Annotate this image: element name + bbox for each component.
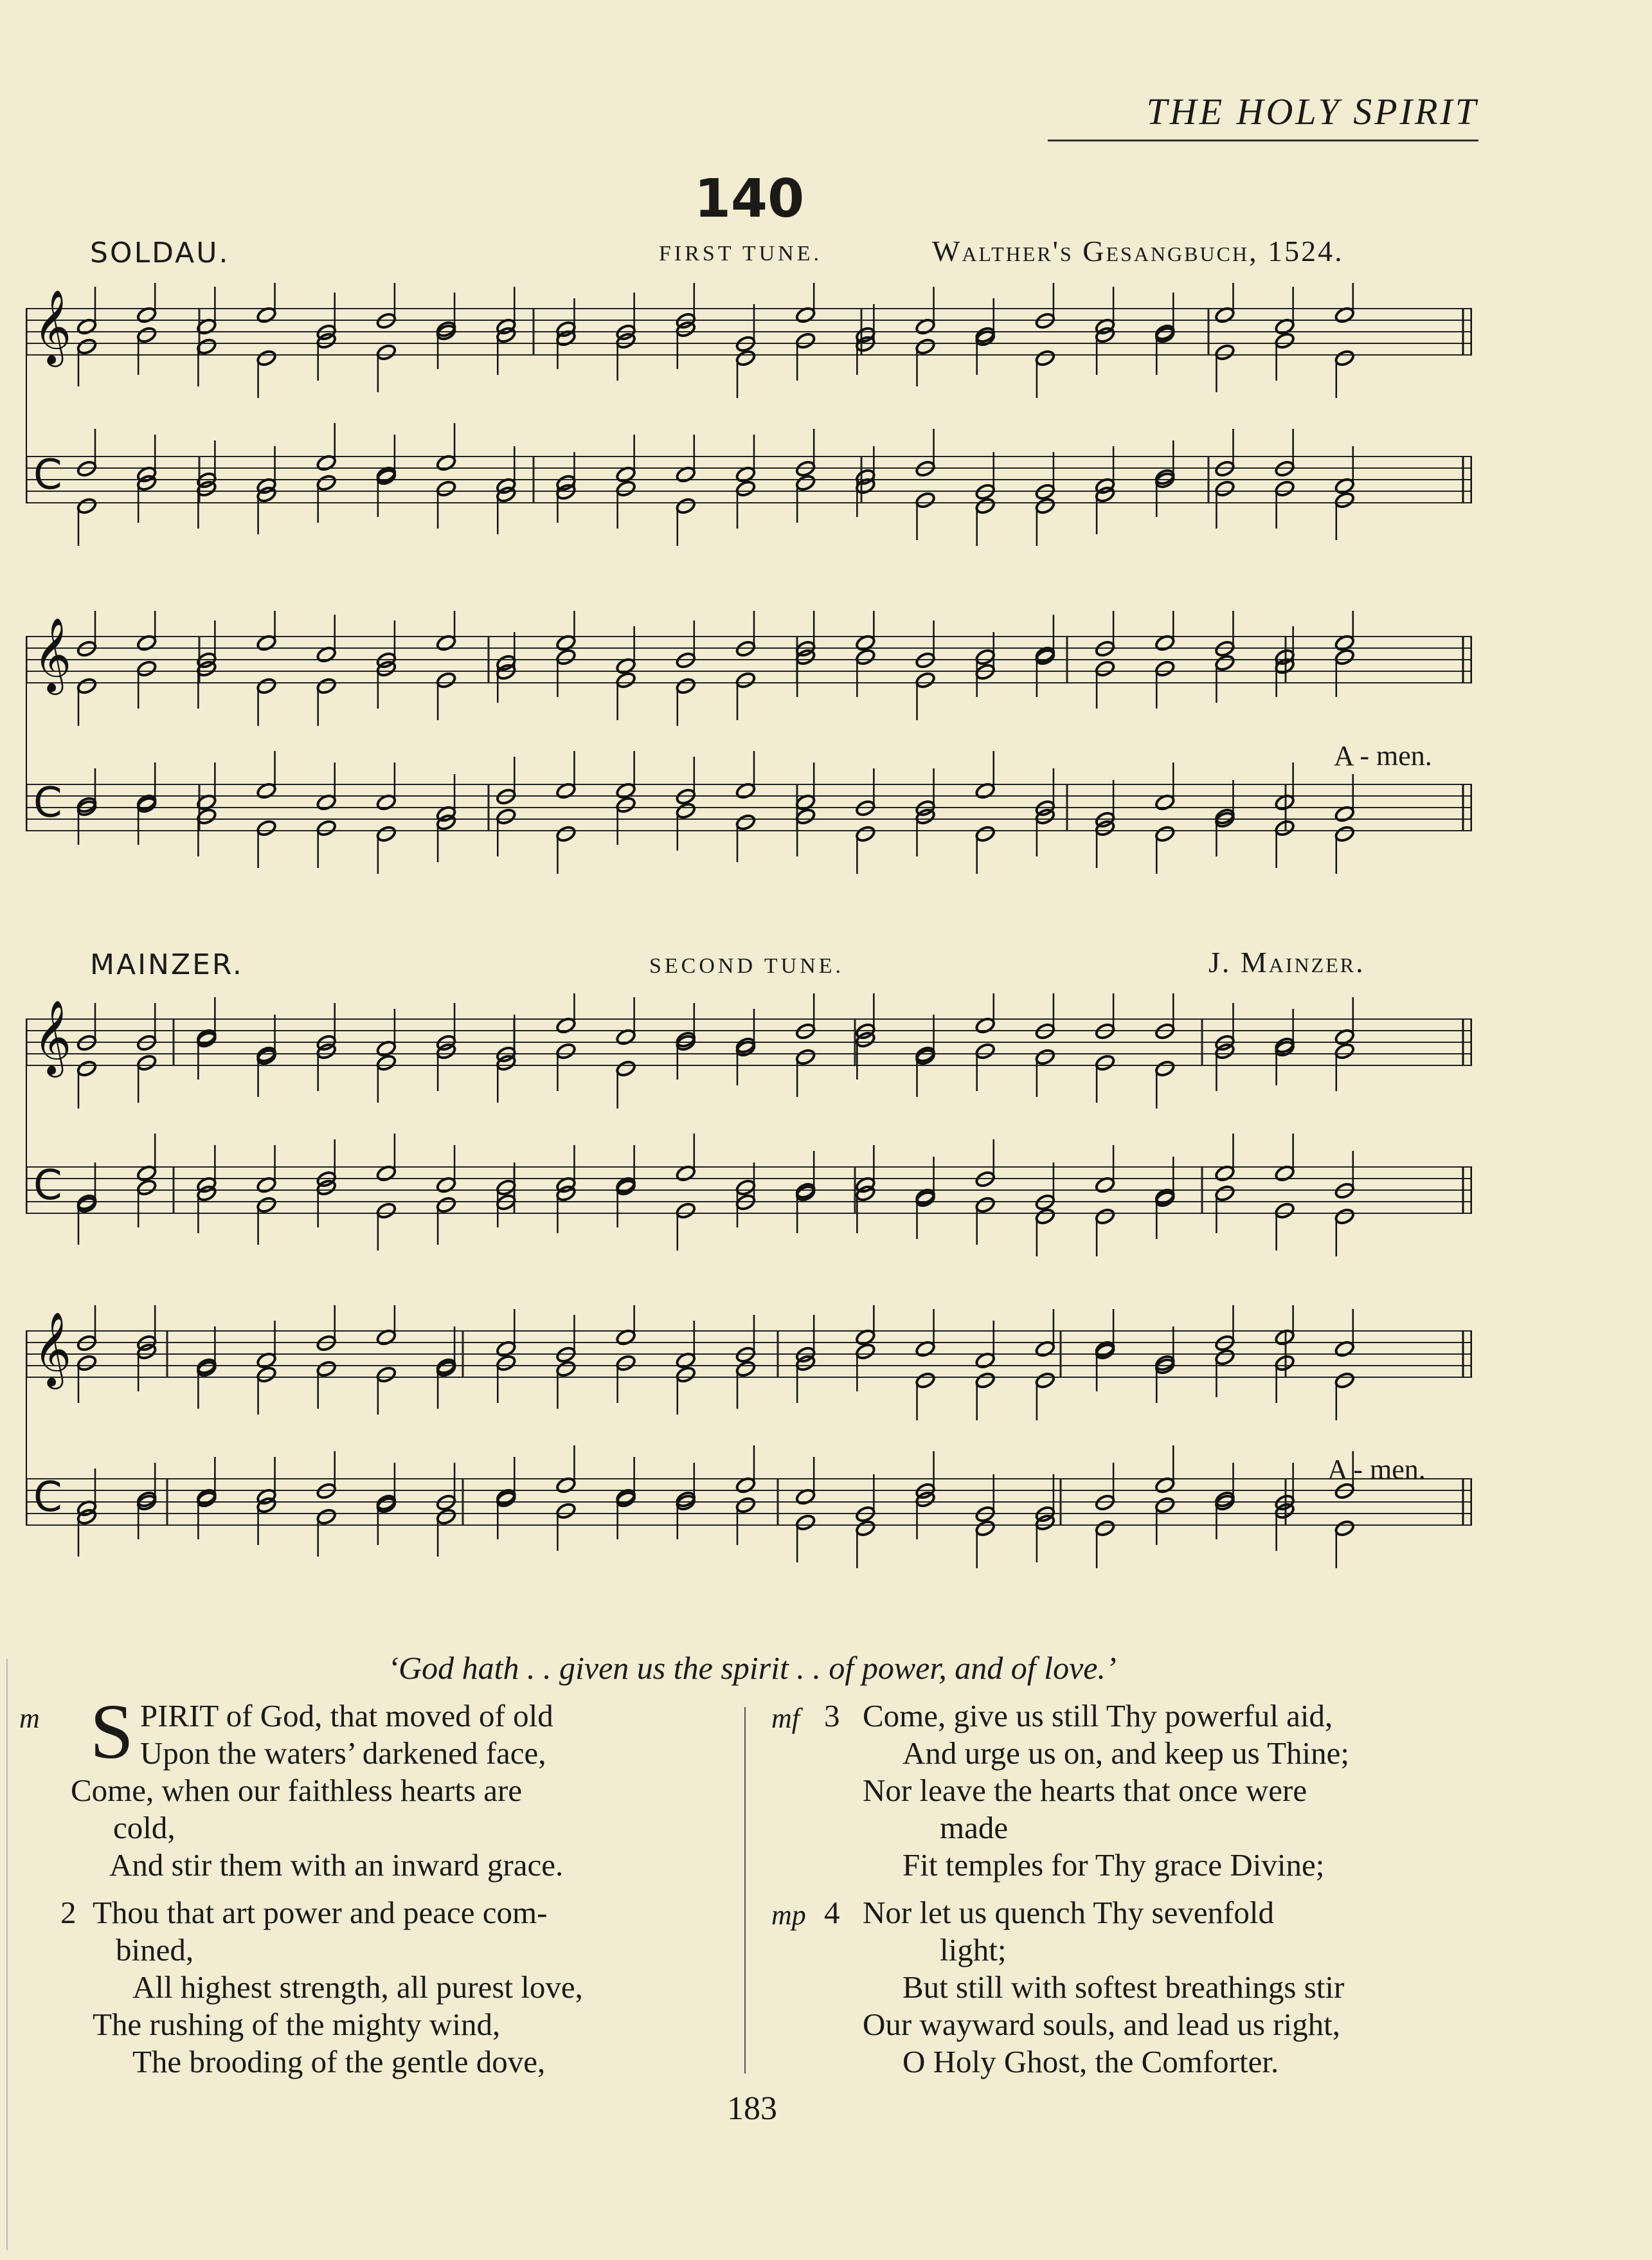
- verse-line: Thou that art power and peace com-: [93, 1895, 548, 1930]
- verse-1: [19, 1688, 739, 1884]
- verse-3: [765, 1697, 1485, 1884]
- verse-number: 2: [60, 1895, 76, 1930]
- verse-line: O Holy Ghost, the Comforter.: [902, 2044, 1279, 2079]
- verse-line: The rushing of the mighty wind,: [93, 2007, 501, 2042]
- music-system-4: [26, 1305, 1472, 1601]
- tune-name-second: MAINZER.: [90, 948, 244, 981]
- verse-line: Upon the waters’ darkened face,: [139, 1735, 546, 1771]
- verse-2: [19, 1894, 739, 2081]
- hymn-number: 140: [694, 168, 805, 230]
- verse-line: light;: [940, 1932, 1007, 1967]
- amen-second: A - men.: [1327, 1454, 1426, 1485]
- tune-label-second: SECOND TUNE.: [649, 954, 845, 978]
- staff-system: [26, 1305, 1472, 1601]
- verse-line: Nor let us quench Thy sevenfold: [863, 1895, 1275, 1930]
- verse-column-left: [19, 1688, 739, 2081]
- verse-line: But still with softest breathings stir: [902, 1969, 1345, 2005]
- svg-text:𝄞: 𝄞: [33, 617, 72, 692]
- verse-line: PIRIT of God, that moved of old: [139, 1698, 553, 1733]
- drop-cap: S: [90, 1688, 134, 1775]
- tune-source-first: Walther's Gesangbuch, 1524.: [932, 235, 1344, 267]
- verse-column-right: [765, 1697, 1485, 2081]
- page-number: 183: [727, 2090, 777, 2127]
- verse-line: And urge us on, and keep us Thine;: [902, 1735, 1349, 1771]
- svg-text:𝄞: 𝄞: [33, 289, 72, 364]
- verse-4: [765, 1894, 1485, 2081]
- epigraph: ‘God hath . . given us the spirit . . of power, and of love.’: [388, 1650, 1117, 1686]
- music-system-1: [26, 283, 1472, 579]
- svg-text:C: C: [33, 1162, 62, 1209]
- tune-label-first: FIRST TUNE.: [659, 242, 823, 266]
- verse-line: Come, give us still Thy powerful aid,: [863, 1698, 1333, 1733]
- verse-line: And stir them with an inward grace.: [109, 1847, 564, 1883]
- verse-line: All highest strength, all purest love,: [132, 1969, 583, 2005]
- page-edge-shadow: [6, 1659, 8, 2250]
- staff-system: [26, 611, 1472, 907]
- staff-system: [26, 283, 1472, 579]
- svg-text:C: C: [33, 779, 62, 827]
- staff-system: [26, 993, 1472, 1289]
- tune-name-first: SOLDAU.: [90, 237, 230, 269]
- verse-line: Our wayward souls, and lead us right,: [863, 2007, 1341, 2042]
- svg-text:C: C: [33, 1474, 62, 1521]
- amen-first: A - men.: [1334, 740, 1432, 772]
- music-system-3: [26, 993, 1472, 1289]
- column-divider: [744, 1707, 746, 2074]
- svg-text:C: C: [33, 451, 62, 499]
- verse-line: bined,: [116, 1932, 194, 1967]
- running-head: THE HOLY SPIRIT: [1048, 90, 1478, 141]
- verse-number: 4: [824, 1895, 840, 1930]
- verse-line: Come, when our faithless hearts are: [71, 1773, 523, 1808]
- svg-text:𝄞: 𝄞: [33, 1311, 72, 1386]
- verse-line: made: [940, 1810, 1009, 1845]
- verse-line: Nor leave the hearts that once were: [863, 1773, 1307, 1808]
- tune-source-second: J. Mainzer.: [1208, 946, 1365, 979]
- dynamic-marking: mp: [771, 1899, 806, 1931]
- verse-number: 3: [824, 1698, 840, 1733]
- svg-text:𝄞: 𝄞: [33, 999, 72, 1074]
- verse-line: Fit temples for Thy grace Divine;: [902, 1847, 1325, 1883]
- verse-line: The brooding of the gentle dove,: [132, 2044, 546, 2079]
- dynamic-marking: mf: [771, 1703, 800, 1734]
- dynamic-marking: m: [19, 1703, 40, 1734]
- music-system-2: [26, 611, 1472, 907]
- verse-line: cold,: [113, 1810, 175, 1845]
